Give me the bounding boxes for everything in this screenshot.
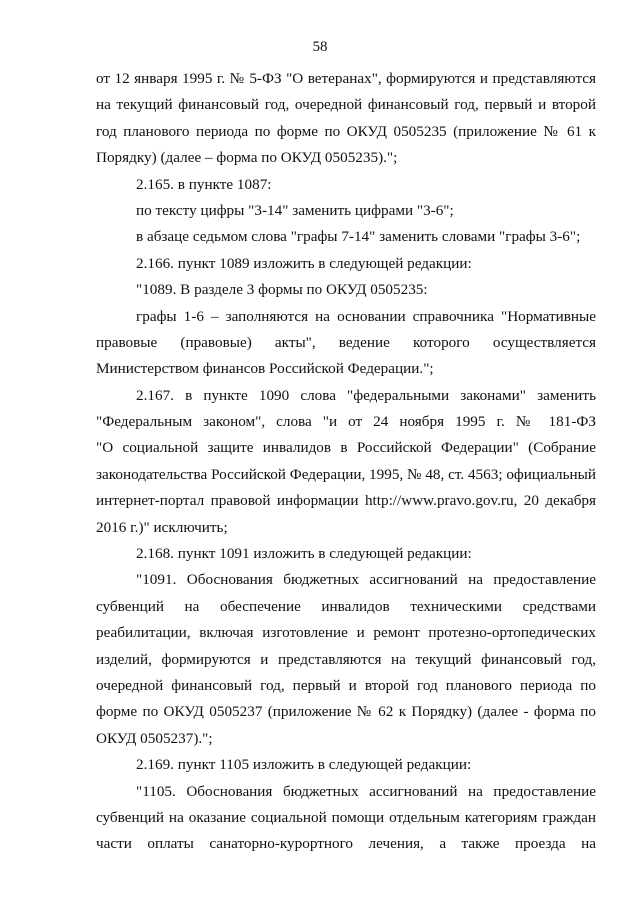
text-line: 2.166. пункт 1089 изложить в следующей редакции: <box>136 254 472 272</box>
text-line: "1089. В разделе 3 формы по ОКУД 0505235: <box>136 281 428 299</box>
text-line: субвенций на обеспечение инвалидов техническими средствами <box>96 597 596 615</box>
text-line: Министерством финансов Российской Федерации."; <box>96 360 434 378</box>
text-line: 2.167. в пункте 1090 слова "федеральными законами" заменить <box>136 386 596 404</box>
page-number: 58 <box>312 39 328 55</box>
text-line: Порядку) (далее – форма по ОКУД 0505235)."; <box>96 149 398 167</box>
text-line: 2.169. пункт 1105 изложить в следующей редакции: <box>136 756 472 774</box>
text-line: форме по ОКУД 0505237 (приложение № 62 к Порядку) (далее - форма по <box>96 703 596 721</box>
text-line: по тексту цифры "3-14" заменить цифрами "3-6"; <box>136 201 454 219</box>
text-line: субвенций на оказание социальной помощи отдельным категориям граждан <box>96 808 596 826</box>
text-line: "О социальной защите инвалидов в Российской Федерации" (Собрание <box>96 439 596 457</box>
text-line: ОКУД 0505237)."; <box>96 729 213 747</box>
text-line: интернет-портал правовой информации http://www.pravo.gov.ru, 20 декабря <box>96 492 596 510</box>
text-line: год планового периода по форме по ОКУД 0505235 (приложение № 61 к <box>96 122 596 140</box>
document-body <box>96 66 596 858</box>
text-line: "Федеральным законом", слова "и от 24 ноября 1995 г. № 181-ФЗ <box>96 413 596 431</box>
text-line: в абзаце седьмом слова "графы 7-14" заменить словами "графы 3-6"; <box>136 228 581 246</box>
text-line: законодательства Российской Федерации, 1995, № 48, ст. 4563; официальный <box>96 465 596 483</box>
text-line: "1091. Обоснования бюджетных ассигнований на предоставление <box>136 571 596 589</box>
text-line: "1105. Обоснования бюджетных ассигнований на предоставление <box>136 782 596 800</box>
text-line: от 12 января 1995 г. № 5-ФЗ "О ветеранах", формируются и представляются <box>96 70 596 87</box>
text-line: очередной финансовый год, первый и второй год планового периода по <box>96 676 596 694</box>
text-line: 2016 г.)" исключить; <box>96 518 228 536</box>
text-line: части оплаты санаторно-курортного лечения, а также проезда на <box>96 835 596 853</box>
text-line: 2.165. в пункте 1087: <box>136 175 272 193</box>
text-line: на текущий финансовый год, очередной финансовый год, первый и второй <box>96 96 596 114</box>
text-line: изделий, формируются и представляются на текущий финансовый год, <box>96 650 596 668</box>
text-line: графы 1-6 – заполняются на основании справочника "Нормативные <box>136 307 596 325</box>
text-line: реабилитации, включая изготовление и ремонт протезно-ортопедических <box>96 624 596 642</box>
text-line: правовые (правовые) акты", ведение которого осуществляется <box>96 333 596 351</box>
text-line: 2.168. пункт 1091 изложить в следующей редакции: <box>136 545 472 563</box>
